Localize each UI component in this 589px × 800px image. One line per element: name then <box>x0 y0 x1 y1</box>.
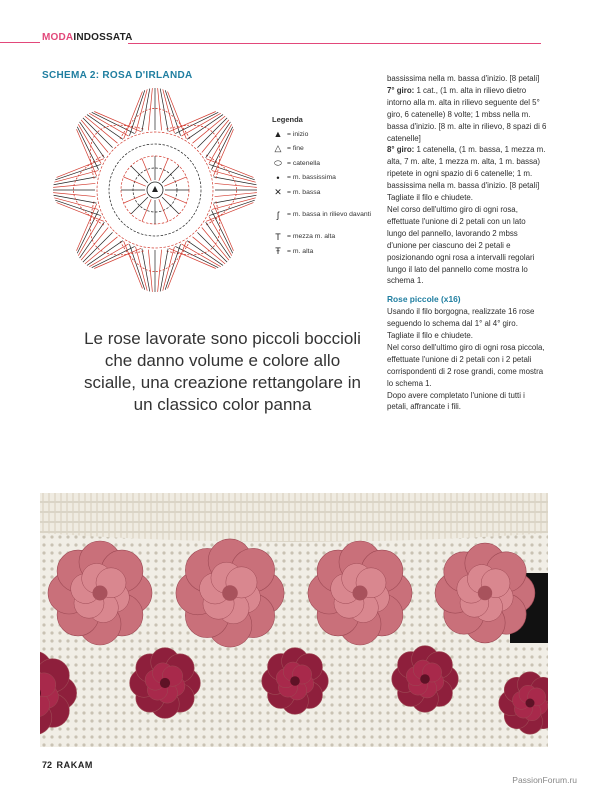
paragraph: Usando il filo borgogna, realizzate 16 rose seguendo lo schema dal 1° al 4° giro. <box>387 307 535 329</box>
half-double-icon: T <box>275 231 281 242</box>
magazine-name: RAKAM <box>56 760 94 770</box>
paragraph: Dopo avere completato l'unione di tutti i petali, affrancate i fili. <box>387 390 525 412</box>
relief-hook-icon: ʃ <box>277 209 279 220</box>
paragraph: Nel corso dell'ultimo giro di ogni rosa piccola, effettuate l'unione di 2 petali con i 2 petali corrispondenti di 2 rose grandi, come mostra lo schema 1. <box>387 342 545 388</box>
pull-quote: Le rose lavorate sono piccoli boccioli che danno volume e colore allo scialle, una creazione rettangolare in un classico color panna <box>84 329 361 414</box>
crochet-rose <box>262 648 329 715</box>
legend-item: • = m. bassissima <box>272 171 382 186</box>
oval-icon: ⬭ <box>274 157 282 168</box>
header-rule <box>128 43 541 44</box>
paragraph: 7° giro: 1 cat., (1 m. alta in rilievo dietro intorno alla m. alta in rilievo seguente del 5° giro, 6 catenelle) 8 volte; 1 mbss nella m. bassa d'inizio. [8 m. alte in rilievo, 8 spazi di 6 catenelle] <box>387 85 547 143</box>
subheading: Rose piccole (x16) <box>387 294 461 305</box>
page-number: 72 <box>42 760 53 770</box>
crochet-rose <box>435 543 535 643</box>
legend-item: △ = fine <box>272 142 382 157</box>
filled-triangle-icon: ▲ <box>273 129 283 140</box>
crochet-rose <box>48 541 152 645</box>
legend-item: T = mezza m. alta <box>272 230 382 245</box>
legend-title: Legenda <box>272 115 303 124</box>
crochet-rose-diagram <box>40 86 270 306</box>
section-mark <box>0 32 40 43</box>
section-label: MODAINDOSSATA <box>42 32 133 43</box>
paragraph: Nel corso dell'ultimo giro di ogni rosa, effettuate l'unione di 2 petali con un lato lungo del pannello, lavorando 2 mbss d'unione per ciascuno dei 2 petali e posizionando ogni rosa a intervalli regolari lungo il lato del pannello come mostra lo schema 1. <box>387 204 535 286</box>
instructions-column <box>387 73 547 413</box>
legend-item: ✕ = m. bassa <box>272 185 382 200</box>
crochet-rose <box>308 541 412 645</box>
paragraph: Tagliate il filo e chiudete. <box>387 193 473 203</box>
legend-item: ▲ = inizio <box>273 129 309 140</box>
paragraph: Tagliate il filo e chiudete. <box>387 331 473 341</box>
paragraph: 8° giro: 1 catenella, (1 m. bassa, 1 mezza m. alta, 7 m. alte, 1 mezza m. alta, 1 m. bassa) ripetete in ogni spazio di 6 catenelle; 1 m. bassissima nella m. bassa d'inizio. [8 petali] <box>387 145 546 191</box>
schema-title: SCHEMA 2: ROSA D'IRLANDA <box>42 70 193 81</box>
outline-triangle-icon: △ <box>274 143 282 154</box>
cross-icon: ✕ <box>274 186 282 197</box>
legend-item: ⬭ = catenella <box>272 156 382 171</box>
legend-item: Ŧ = m. alta <box>272 244 382 259</box>
crochet-rose <box>176 539 284 647</box>
watermark: PassionForum.ru <box>512 775 577 785</box>
crochet-shawl-photo <box>40 493 548 747</box>
crochet-rose <box>130 648 201 719</box>
legend-item: ʃ = m. bassa in rilievo davanti <box>272 200 382 230</box>
legend <box>272 115 382 259</box>
section-header <box>0 32 589 46</box>
paragraph: bassissima nella m. bassa d'inizio. [8 petali] <box>387 74 540 83</box>
dot-icon: • <box>276 172 280 183</box>
double-crochet-icon: Ŧ <box>275 246 281 257</box>
crochet-rose <box>392 646 459 713</box>
page-footer <box>42 760 93 770</box>
